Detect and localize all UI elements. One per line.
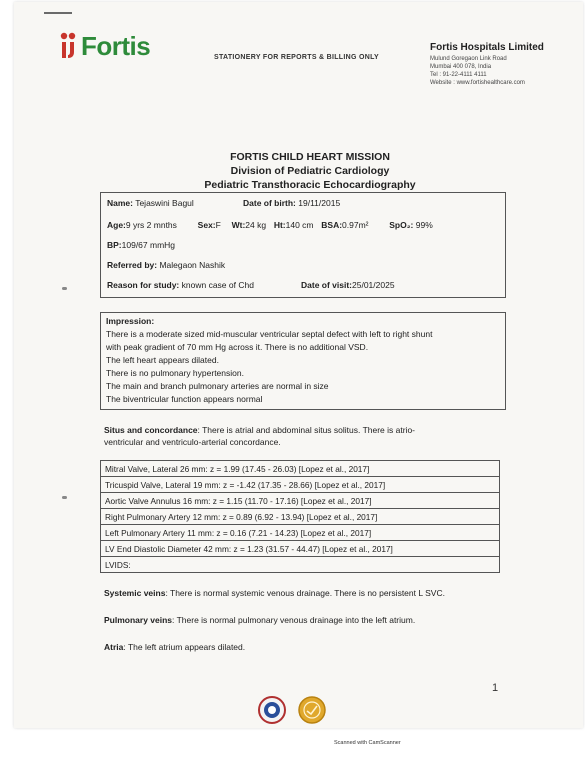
measurement-cell: LVIDS: xyxy=(101,557,500,573)
fortis-logo xyxy=(58,30,150,62)
name-label: Name: xyxy=(107,198,133,208)
patient-row-bp xyxy=(107,240,175,250)
atria-text: : The left atrium appears dilated. xyxy=(123,642,246,652)
atria-label: Atria xyxy=(104,642,124,652)
patient-sex: F xyxy=(215,220,221,230)
situs-label: Situs and concordance xyxy=(104,425,198,435)
patient-row-visit xyxy=(301,280,395,290)
dob-label: Date of birth: xyxy=(243,198,296,208)
patient-ht: 140 cm xyxy=(285,220,314,230)
situs-text-cont: ventricular and ventriculo-arterial concordance. xyxy=(104,437,281,447)
top-dash-mark xyxy=(44,12,72,14)
atria-paragraph xyxy=(104,641,245,653)
impression-line: There is a moderate sized mid-muscular ventricular septal defect with left to right shunt xyxy=(106,329,433,339)
measurement-cell: Right Pulmonary Artery 12 mm: z = 0.89 (6.92 - 13.94) [Lopez et al., 2017] xyxy=(101,509,500,525)
study-title: Pediatric Transthoracic Echocardiography xyxy=(204,179,416,191)
impression-line: There is no pulmonary hypertension. xyxy=(106,368,244,378)
patient-visit-date: 25/01/2025 xyxy=(352,280,395,290)
logo-text: Fortis xyxy=(81,30,151,61)
address-line: Mumbai 400 078, India xyxy=(430,64,492,70)
patient-name: Tejaswini Bagul xyxy=(135,198,194,208)
visit-label: Date of visit: xyxy=(301,280,353,290)
reason-label: Reason for study: xyxy=(107,280,180,290)
address-line: Website : www.fortishealthcare.com xyxy=(430,80,525,86)
table-row xyxy=(101,525,500,541)
patient-row-vitals xyxy=(107,220,433,230)
patient-bp: 109/67 mmHg xyxy=(121,240,176,250)
measurement-cell: LV End Diastolic Diameter 42 mm: z = 1.23 (31.57 - 44.47) [Lopez et al., 2017] xyxy=(101,541,500,557)
systemic-veins-paragraph xyxy=(104,587,445,599)
wt-label: Wt: xyxy=(231,220,246,230)
table-row xyxy=(101,557,500,573)
measurement-cell: Tricuspid Valve, Lateral 19 mm: z = -1.42 (17.35 - 28.66) [Lopez et al., 2017] xyxy=(101,477,500,493)
measurements-table xyxy=(100,460,500,573)
patient-age: 9 yrs 2 mnths xyxy=(125,220,177,230)
patient-wt: 24 kg xyxy=(245,220,267,230)
table-row xyxy=(101,461,500,477)
accreditation-seal-icon xyxy=(258,696,286,724)
pulmonary-label: Pulmonary veins xyxy=(104,615,173,625)
measurement-cell: Mitral Valve, Lateral 26 mm: z = 1.99 (17.45 - 26.03) [Lopez et al., 2017] xyxy=(101,461,500,477)
ht-label: Ht: xyxy=(273,220,286,230)
impression-line: The left heart appears dilated. xyxy=(106,355,219,365)
patient-row-referred xyxy=(107,260,225,270)
patient-reason: known case of Chd xyxy=(181,280,254,290)
fortis-logo-icon xyxy=(58,32,78,60)
patient-row-reason xyxy=(107,280,254,290)
measurement-cell: Left Pulmonary Artery 11 mm: z = 0.16 (7.21 - 14.23) [Lopez et al., 2017] xyxy=(101,525,500,541)
patient-info-box xyxy=(100,192,506,298)
address-line: Tel : 91-22-4111 4111 xyxy=(430,72,487,78)
hospital-address-block xyxy=(430,42,580,87)
systemic-label: Systemic veins xyxy=(104,588,166,598)
table-row xyxy=(101,493,500,509)
table-row xyxy=(101,509,500,525)
table-row xyxy=(101,541,500,557)
quality-seal-icon xyxy=(298,696,326,724)
systemic-text: : There is normal systemic venous drainage. There is no persistent L SVC. xyxy=(165,588,445,598)
impression-line: with peak gradient of 70 mm Hg across it. There is no additional VSD. xyxy=(106,342,369,352)
impression-label: Impression: xyxy=(106,316,155,326)
patient-dob: 19/11/2015 xyxy=(298,198,341,208)
mission-title: FORTIS CHILD HEART MISSION xyxy=(230,151,390,163)
punch-hole-mark xyxy=(62,287,67,290)
spo2-label: SpO₂: xyxy=(389,220,414,230)
measurement-cell: Aortic Valve Annulus 16 mm: z = 1.15 (11.70 - 17.16) [Lopez et al., 2017] xyxy=(101,493,500,509)
bp-label: BP: xyxy=(107,240,122,250)
age-label: Age: xyxy=(107,220,126,230)
pulmonary-veins-paragraph xyxy=(104,614,415,626)
sex-label: Sex: xyxy=(197,220,216,230)
patient-bsa: 0.97m² xyxy=(342,220,369,230)
table-row xyxy=(101,477,500,493)
bsa-label: BSA: xyxy=(321,220,343,230)
address-line: Mulund Goregaon Link Road xyxy=(430,56,507,62)
patient-row-name xyxy=(107,198,194,208)
impression-line: The main and branch pulmonary arteries are normal in size xyxy=(106,381,329,391)
report-titles xyxy=(90,150,530,192)
patient-row-dob xyxy=(243,198,340,208)
pulmonary-text: : There is normal pulmonary venous drainage into the left atrium. xyxy=(172,615,416,625)
punch-hole-mark xyxy=(62,496,67,499)
patient-spo2: 99% xyxy=(415,220,433,230)
situs-text: : There is atrial and abdominal situs solitus. There is atrio- xyxy=(197,425,416,435)
stationery-note: STATIONERY FOR REPORTS & BILLING ONLY xyxy=(214,54,379,61)
division-title: Division of Pediatric Cardiology xyxy=(230,165,390,177)
situs-paragraph xyxy=(104,424,415,448)
hospital-name: Fortis Hospitals Limited xyxy=(430,42,544,53)
impression-box xyxy=(100,312,506,410)
page-number: 1 xyxy=(492,682,499,694)
referred-label: Referred by: xyxy=(107,260,158,270)
patient-referred: Malegaon Nashik xyxy=(159,260,226,270)
scanner-watermark: Scanned with CamScanner xyxy=(334,740,401,746)
impression-line: The biventricular function appears normal xyxy=(106,394,263,404)
